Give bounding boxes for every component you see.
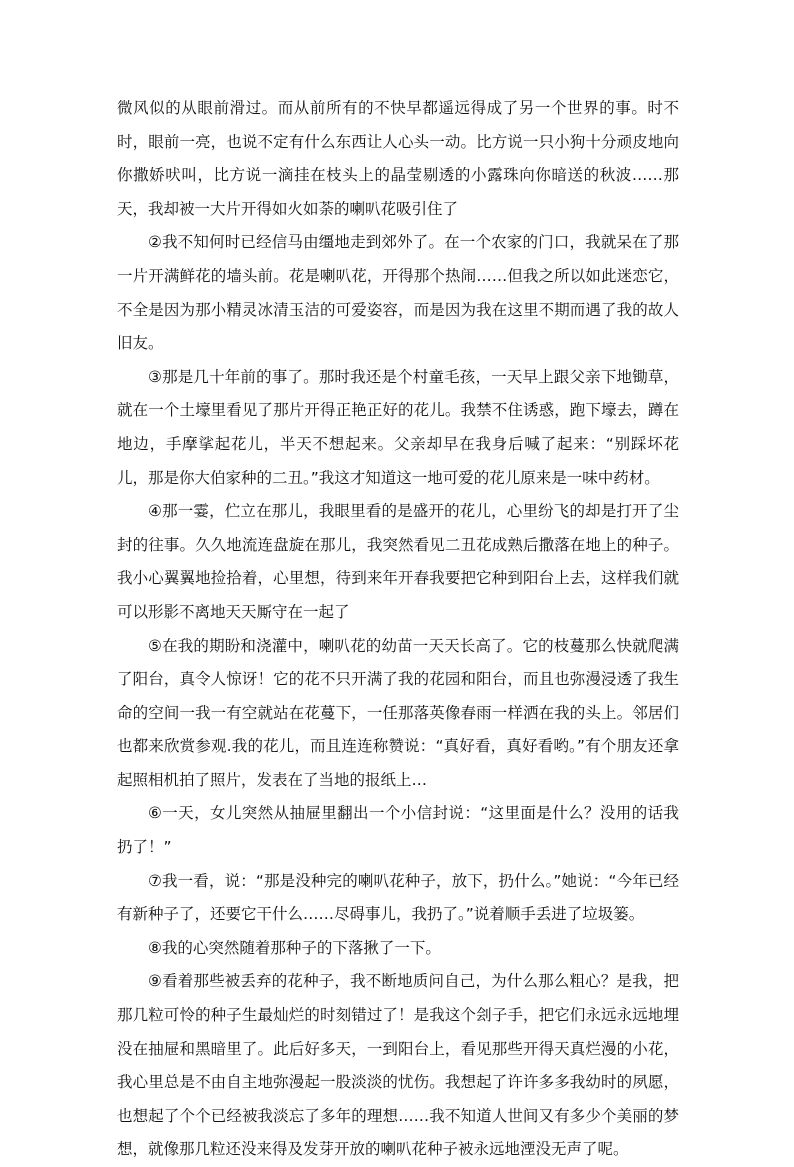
paragraph-6: ⑥一天，女儿突然从抽屉里翻出一个小信封说：“这里面是什么？没用的话我扔了！”	[117, 804, 679, 857]
paragraph-2: ②我不知何时已经信马由缰地走到郊外了。在一个农家的门口，我就呆在了那一片开满鲜花的墙头前。花是喇叭花，开得那个热闹……但我之所以如此迷恋它，不全是因为那小精灵冰清玉洁的可爱姿容，而是因为我在这里不期而遇了我的故人旧友。	[117, 233, 679, 353]
paragraph-8: ⑧我的心突然随着那种子的下落揪了一下。	[148, 938, 441, 957]
paragraph-7: ⑦我一看，说：“那是没种完的喇叭花种子，放下，扔什么。”她说：“今年已经有新种子了，还要它干什么……尽碍事儿，我扔了。”说着顺手丢进了垃圾篓。	[117, 871, 679, 924]
paragraph-3: ③那是几十年前的事了。那时我还是个村童毛孩，一天早上跟父亲下地锄草，就在一个土壕里看见了那片开得正艳正好的花儿。我禁不住诱惑，跑下壕去，蹲在地边，手摩挲起花儿，半天不想起来。父亲却早在我身后喊了起来：“别踩坏花儿，那是你大伯家种的二丑。”我这才知道这一地可爱的花儿原来是一味中药材。	[117, 367, 679, 487]
paragraph-1: 微风似的从眼前滑过。而从前所有的不快早都遥远得成了另一个世界的事。时不时，眼前一亮，也说不定有什么东西让人心头一动。比方说一只小狗十分顽皮地向你撒娇吠叫，比方说一滴挂在枝头上的晶莹剔透的小露珠向你暗送的秋波……那天，我却被一大片开得如火如荼的喇叭花吸引住了	[117, 99, 679, 218]
document-body	[117, 92, 679, 1167]
paragraph-5: ⑤在我的期盼和浇灌中，喇叭花的幼苗一天天长高了。它的枝蔓那么快就爬满了阳台，真令人惊讶！它的花不只开满了我的花园和阳台，而且也弥漫浸透了我生命的空间一我一有空就站在花蔓下，一任那落英像春雨一样洒在我的头上。邻居们也都来欣赏参观.我的花儿，而且连连称赞说：“真好看，真好看哟。”有个朋友还拿起照相机拍了照片，发表在了当地的报纸上…	[117, 636, 679, 789]
paragraph-4: ④那一霎，伫立在那儿，我眼里看的是盛开的花儿，心里纷飞的却是打开了尘封的往事。久久地流连盘旋在那儿，我突然看见二丑花成熟后撒落在地上的种子。我小心翼翼地捡拾着，心里想，待到来年开春我要把它种到阳台上去，这样我们就可以形影不离地天天厮守在一起了	[117, 502, 679, 621]
paragraph-9: ⑨看着那些被丢弃的花种子，我不断地质问自己，为什么那么粗心？是我，把那几粒可怜的种子生最灿烂的时刻错过了！是我这个刽子手，把它们永远永远地埋没在抽屉和黑暗里了。此后好多天，一到阳台上，看见那些开得天真烂漫的小花，我心里总是不由自主地弥漫起一股淡淡的忧伤。我想起了许许多多我幼时的夙愿，也想起了个个已经被我淡忘了多年的理想……我不知道人世间又有多少个美丽的梦想，就像那几粒还没来得及发芽开放的喇叭花种子被永远地湮没无声了呢。	[117, 972, 679, 1159]
